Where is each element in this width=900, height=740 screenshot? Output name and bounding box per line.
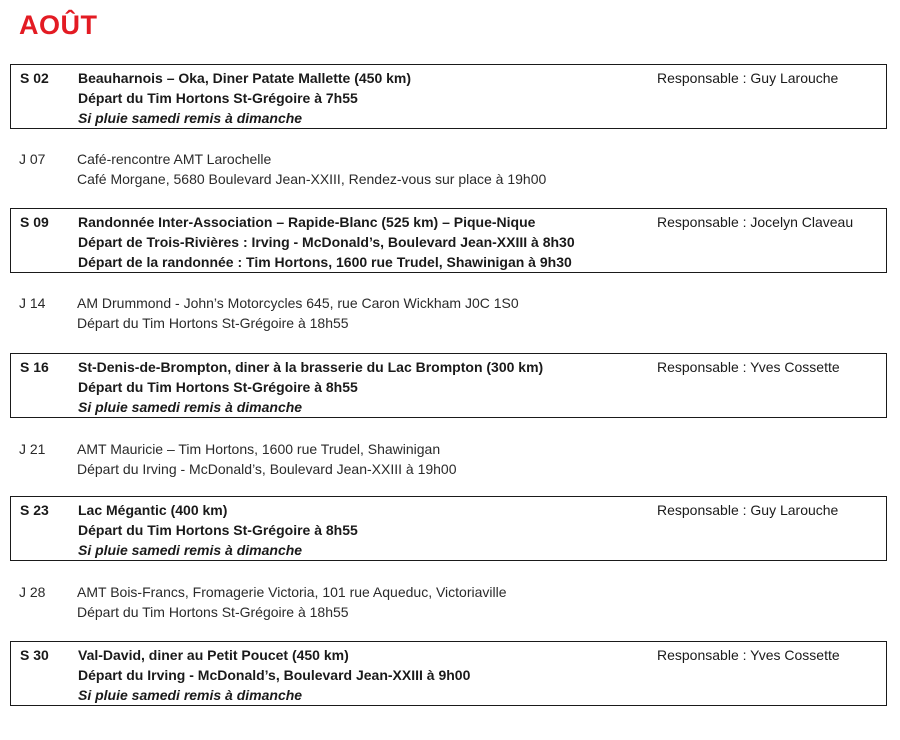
event-date: J 21: [19, 441, 46, 457]
event-thursday-21: [10, 436, 887, 480]
event-saturday-09: [10, 208, 887, 273]
event-details: [78, 68, 648, 128]
event-details: [77, 582, 647, 622]
event-saturday-23: [10, 496, 887, 561]
event-date: S 02: [20, 70, 49, 86]
event-rain-note: Si pluie samedi remis à dimanche: [78, 542, 303, 558]
event-details: [78, 212, 648, 272]
event-date: S 30: [20, 647, 49, 663]
event-details: [78, 645, 648, 705]
event-date: J 07: [19, 151, 46, 167]
event-responsable: Responsable : Jocelyn Claveau: [657, 214, 854, 230]
event-responsable: Responsable : Yves Cossette: [657, 359, 840, 375]
event-title: AMT Mauricie – Tim Hortons, 1600 rue Trudel, Shawinigan: [77, 441, 441, 457]
event-date: J 28: [19, 584, 46, 600]
event-details: [78, 357, 648, 417]
event-date: S 16: [20, 359, 49, 375]
event-location: Café Morgane, 5680 Boulevard Jean-XXIII, Rendez-vous sur place à 19h00: [77, 171, 547, 187]
event-saturday-30: [10, 641, 887, 706]
event-responsable: Responsable : Guy Larouche: [657, 70, 839, 86]
event-departure: Départ du Tim Hortons St-Grégoire à 8h55: [78, 522, 358, 538]
event-rain-note: Si pluie samedi remis à dimanche: [78, 110, 303, 126]
event-responsable: Responsable : Guy Larouche: [657, 502, 839, 518]
event-title: Val-David, diner au Petit Poucet (450 km): [78, 647, 349, 663]
event-thursday-28: [10, 579, 887, 623]
event-saturday-16: [10, 353, 887, 418]
event-details: [77, 439, 647, 479]
event-thursday-07: [10, 146, 887, 190]
event-rain-note: Si pluie samedi remis à dimanche: [78, 399, 303, 415]
event-departure: Départ du Tim Hortons St-Grégoire à 8h55: [78, 379, 358, 395]
event-departure: Départ du Tim Hortons St-Grégoire à 18h55: [77, 604, 349, 620]
event-saturday-02: [10, 64, 887, 129]
event-title: Café-rencontre AMT Larochelle: [77, 151, 272, 167]
event-date: S 09: [20, 214, 49, 230]
event-departure: Départ de Trois-Rivières : Irving - McDonald’s, Boulevard Jean-XXIII à 8h30: [78, 234, 575, 250]
event-departure: Départ du Irving - McDonald’s, Boulevard Jean-XXIII à 9h00: [78, 667, 471, 683]
event-title: AMT Bois-Francs, Fromagerie Victoria, 101 rue Aqueduc, Victoriaville: [77, 584, 507, 600]
month-title: AOÛT: [19, 10, 98, 40]
event-departure: Départ du Tim Hortons St-Grégoire à 7h55: [78, 90, 358, 106]
event-rain-note: Si pluie samedi remis à dimanche: [78, 687, 303, 703]
event-departure: Départ du Tim Hortons St-Grégoire à 18h55: [77, 315, 349, 331]
event-title: AM Drummond - John’s Motorcycles 645, rue Caron Wickham J0C 1S0: [77, 295, 519, 311]
event-date: J 14: [19, 295, 46, 311]
event-title: Beauharnois – Oka, Diner Patate Mallette (450 km): [78, 70, 412, 86]
event-details: [77, 149, 647, 189]
event-responsable: Responsable : Yves Cossette: [657, 647, 840, 663]
event-title: St-Denis-de-Brompton, diner à la brasserie du Lac Brompton (300 km): [78, 359, 544, 375]
event-departure: Départ du Irving - McDonald’s, Boulevard Jean-XXIII à 19h00: [77, 461, 457, 477]
event-title: Randonnée Inter-Association – Rapide-Blanc (525 km) – Pique-Nique: [78, 214, 536, 230]
event-title: Lac Mégantic (400 km): [78, 502, 228, 518]
event-details: [78, 500, 648, 560]
event-thursday-14: [10, 290, 887, 334]
event-date: S 23: [20, 502, 49, 518]
event-ride-start: Départ de la randonnée : Tim Hortons, 1600 rue Trudel, Shawinigan à 9h30: [78, 254, 572, 270]
event-details: [77, 293, 647, 333]
